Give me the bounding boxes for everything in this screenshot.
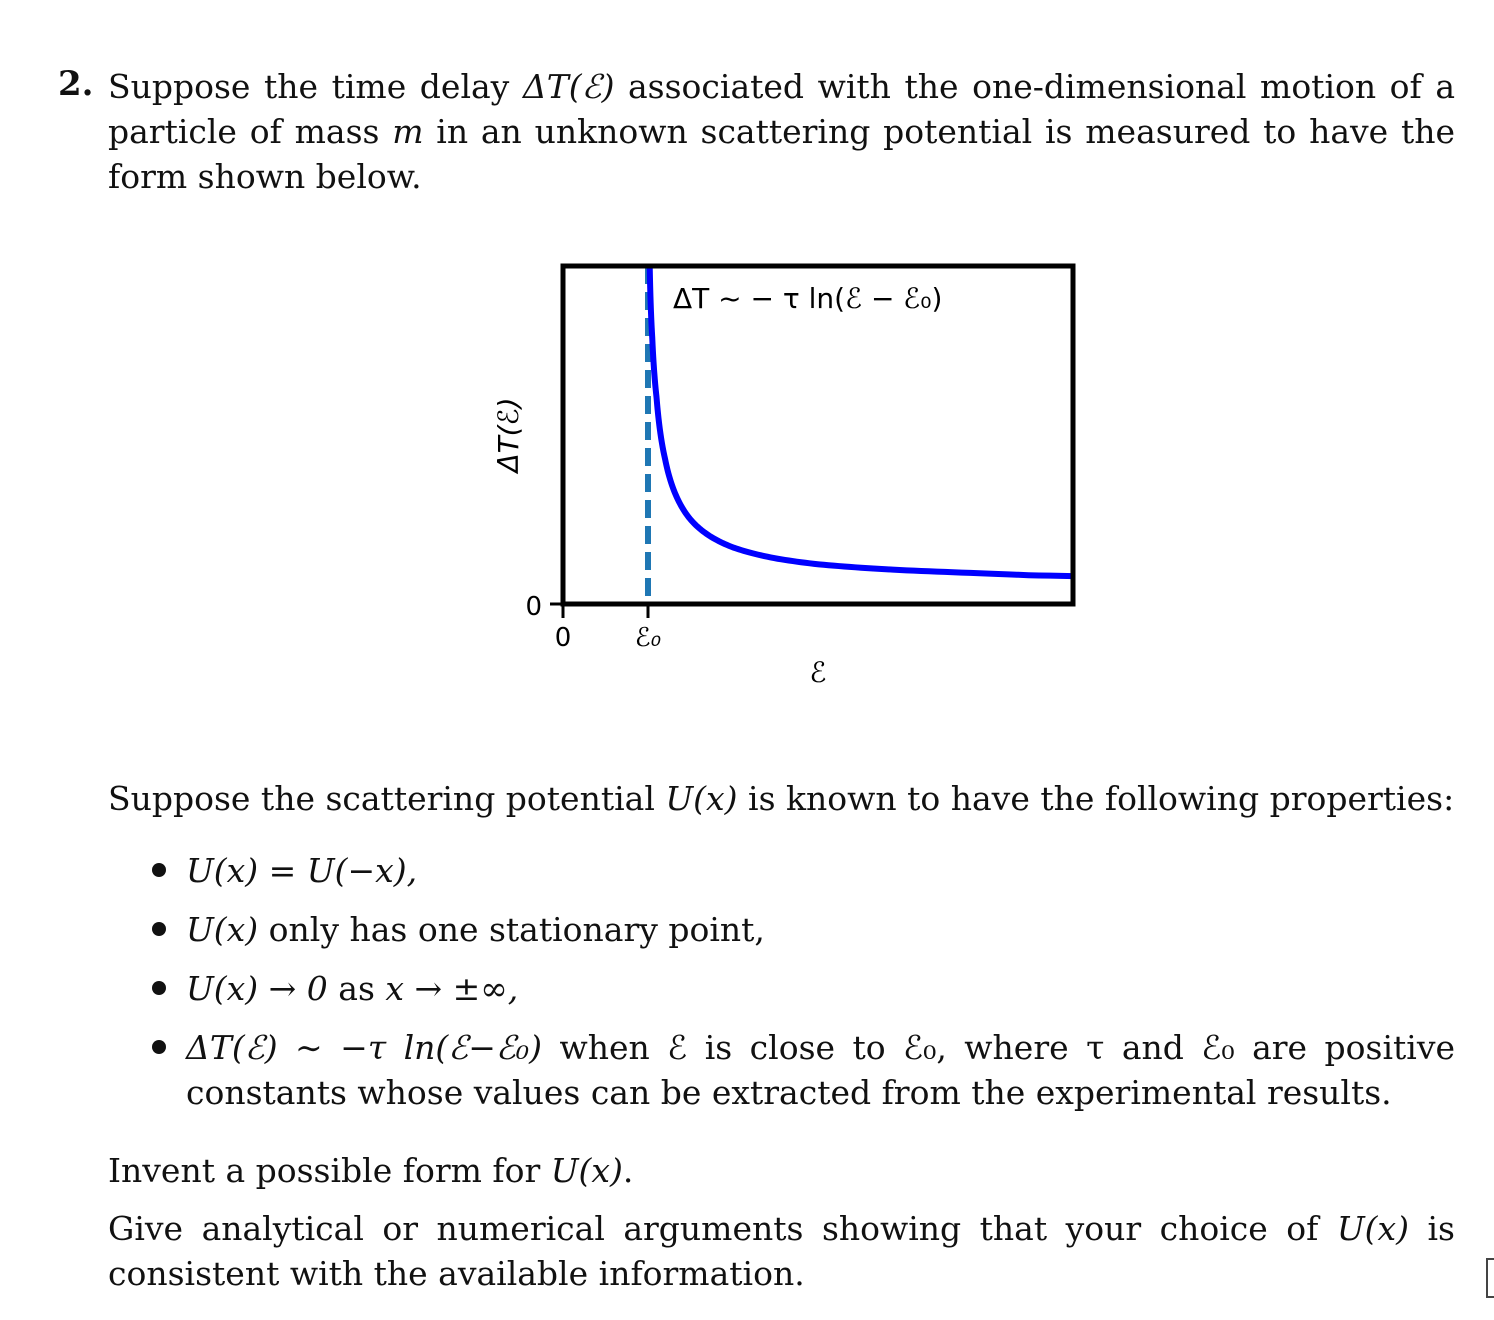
bullet-2-text: only has one stationary point, [258,910,765,949]
bullet-3-text: as [327,969,386,1008]
list-item [140,966,1455,1011]
list-item [140,907,1455,952]
bullet-3-math-2: x → ±∞, [385,969,519,1008]
list-item [140,1025,1455,1115]
bullet-1-math: U(x) = U(−x), [186,851,418,890]
x-axis-label: ℰ [809,656,827,689]
bullet-icon [152,1040,166,1054]
give-text-2: is consistent with the available information. [108,1209,1455,1293]
bullet-icon [152,981,166,995]
formula-annotation: ΔT ~ − τ ln(ℰ − ℰ₀) [673,282,943,315]
invent-text-1: Invent a possible form for [108,1151,551,1190]
bullet-4-math: ΔT(ℰ) ∼ −τ ln(ℰ−ℰ₀) [186,1028,542,1067]
plot-frame [563,266,1073,604]
properties-intro [108,776,1455,821]
bullet-icon [152,863,166,877]
intro-math-m: m [392,112,424,151]
list-item [140,848,1455,893]
bullet-4-text: when ℰ is close to ℰ₀, where τ and ℰ₀ are positive constants whose values can be extracted from the experimental results. [186,1028,1456,1112]
invent-math-u: U(x) [550,1151,623,1190]
y-axis-label: ΔT(ℰ) [492,397,525,473]
y-tick-zero: 0 [525,592,542,622]
problem-intro [108,64,1455,199]
properties-math-u: U(x) [665,779,738,818]
problem-number: 2. [58,64,94,104]
invent-prompt [108,1148,1455,1193]
properties-text-2: is known to have the following properties: [737,779,1455,818]
bullet-icon [152,922,166,936]
bullet-3-math: U(x) → 0 [186,969,328,1008]
give-math-u: U(x) [1336,1209,1410,1248]
intro-math-delta-t: ΔT(ℰ) [522,67,615,106]
bullet-2-math: U(x) [186,910,259,949]
time-delay-chart [470,250,1110,700]
properties-text-1: Suppose the scattering potential [108,779,666,818]
intro-text-3: in an unknown scattering potential is measured to have the form shown below. [108,112,1455,196]
x-tick-e0: ℰ₀ [634,623,662,653]
give-text-1: Give analytical or numerical arguments showing that your choice of [108,1209,1337,1248]
intro-text-1: Suppose the time delay [108,67,523,106]
margin-bracket [1486,1258,1494,1298]
intro-text-2: associated with the one-dimensional motion of a particle of mass [108,67,1455,151]
x-tick-zero: 0 [554,623,572,653]
chart-svg [470,250,1110,700]
properties-list [140,848,1455,1129]
give-arguments-prompt [108,1206,1455,1296]
invent-text-2: . [622,1151,634,1190]
